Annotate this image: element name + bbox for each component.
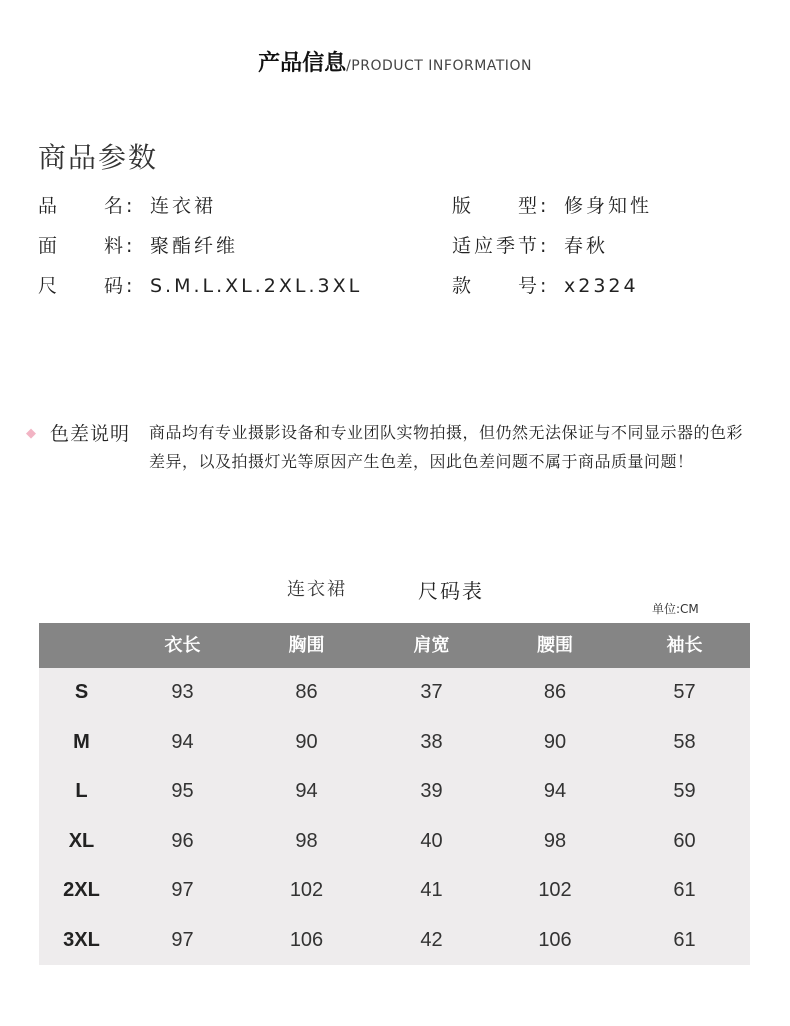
header-title-cn: 产品信息 — [258, 50, 347, 76]
table-row — [39, 718, 750, 768]
params-title: 商品参数 — [38, 141, 159, 174]
table-cell: 106 — [538, 928, 572, 951]
table-cell: 96 — [171, 829, 194, 852]
table-cell: 61 — [673, 928, 696, 951]
size-cell: 2XL — [63, 879, 100, 902]
table-cell: 39 — [420, 780, 443, 803]
header-cell: 袖长 — [666, 635, 703, 656]
product-info-header — [0, 46, 790, 77]
header-cell: 衣长 — [164, 635, 201, 656]
param-material — [38, 231, 238, 258]
param-label: 尺 码: — [38, 275, 136, 297]
table-cell: 61 — [673, 879, 696, 902]
size-table — [39, 623, 750, 965]
size-cell: M — [73, 730, 90, 753]
table-cell: 86 — [543, 681, 567, 704]
size-table-header — [39, 623, 750, 668]
table-cell: 97 — [171, 879, 194, 902]
table-cell: 102 — [538, 879, 572, 902]
param-label: 适应季节: — [452, 235, 550, 257]
param-style-no — [452, 271, 639, 298]
param-value: 连衣裙 — [150, 195, 217, 217]
table-row — [39, 817, 750, 867]
table-cell: 98 — [543, 829, 567, 852]
size-table-body — [39, 668, 750, 965]
size-table-item: 连衣裙 — [287, 579, 347, 600]
table-cell: 59 — [673, 780, 696, 803]
header-cell: 肩宽 — [413, 635, 450, 656]
table-cell: 93 — [171, 681, 194, 704]
param-size — [38, 271, 362, 298]
header-cell: 腰围 — [537, 635, 573, 656]
size-cell: XL — [68, 829, 95, 852]
param-fit — [452, 191, 652, 218]
diamond-bullet-icon: ◆ — [26, 426, 36, 441]
size-cell: L — [75, 780, 88, 803]
size-table-title: 尺码表 — [418, 579, 484, 603]
size-cell: S — [74, 681, 89, 704]
table-cell: 95 — [171, 780, 194, 803]
table-row — [39, 866, 750, 916]
param-label: 版 型: — [452, 195, 550, 217]
table-cell: 97 — [171, 928, 194, 951]
header-title-en: /PRODUCT INFORMATION — [346, 58, 532, 74]
table-cell: 37 — [420, 681, 443, 704]
table-cell: 94 — [543, 780, 567, 803]
table-cell: 94 — [171, 730, 194, 753]
param-value: 修身知性 — [564, 195, 653, 217]
table-cell: 58 — [673, 730, 696, 753]
table-row — [39, 767, 750, 817]
table-cell: 94 — [295, 780, 318, 803]
color-diff-title: 色差说明 — [50, 423, 131, 445]
table-cell: 38 — [420, 730, 443, 753]
table-cell: 106 — [289, 928, 324, 951]
table-cell: 102 — [289, 879, 324, 902]
table-cell: 42 — [420, 928, 443, 951]
table-cell: 41 — [420, 879, 443, 902]
size-table-unit: 单位:CM — [652, 602, 699, 616]
table-cell: 90 — [543, 730, 567, 753]
param-label: 面 料: — [38, 235, 136, 257]
table-cell: 90 — [295, 730, 318, 753]
table-cell: 57 — [673, 681, 696, 704]
table-cell: 40 — [420, 829, 443, 852]
param-value: 春秋 — [564, 235, 609, 257]
param-label: 品 名: — [38, 195, 136, 217]
table-row — [39, 916, 750, 966]
color-diff-text: 商品均有专业摄影设备和专业团队实物拍摄，但仍然无法保证与不同显示器的色彩差异，以及拍摄灯光等原因产生色差，因此色差问题不属于商品质量问题！ — [149, 423, 744, 471]
param-value: x2324 — [564, 275, 639, 297]
table-cell: 98 — [295, 829, 318, 852]
size-cell: 3XL — [63, 928, 100, 951]
param-name — [38, 191, 216, 218]
header-cell: 胸围 — [288, 635, 325, 656]
param-value: S.M.L.XL.2XL.3XL — [150, 275, 363, 297]
table-cell: 86 — [295, 681, 318, 704]
header-cell — [39, 623, 124, 668]
table-row — [39, 668, 750, 718]
param-value: 聚酯纤维 — [150, 235, 239, 257]
param-label: 款 号: — [452, 275, 550, 297]
table-cell: 60 — [673, 829, 696, 852]
param-season — [452, 231, 608, 258]
